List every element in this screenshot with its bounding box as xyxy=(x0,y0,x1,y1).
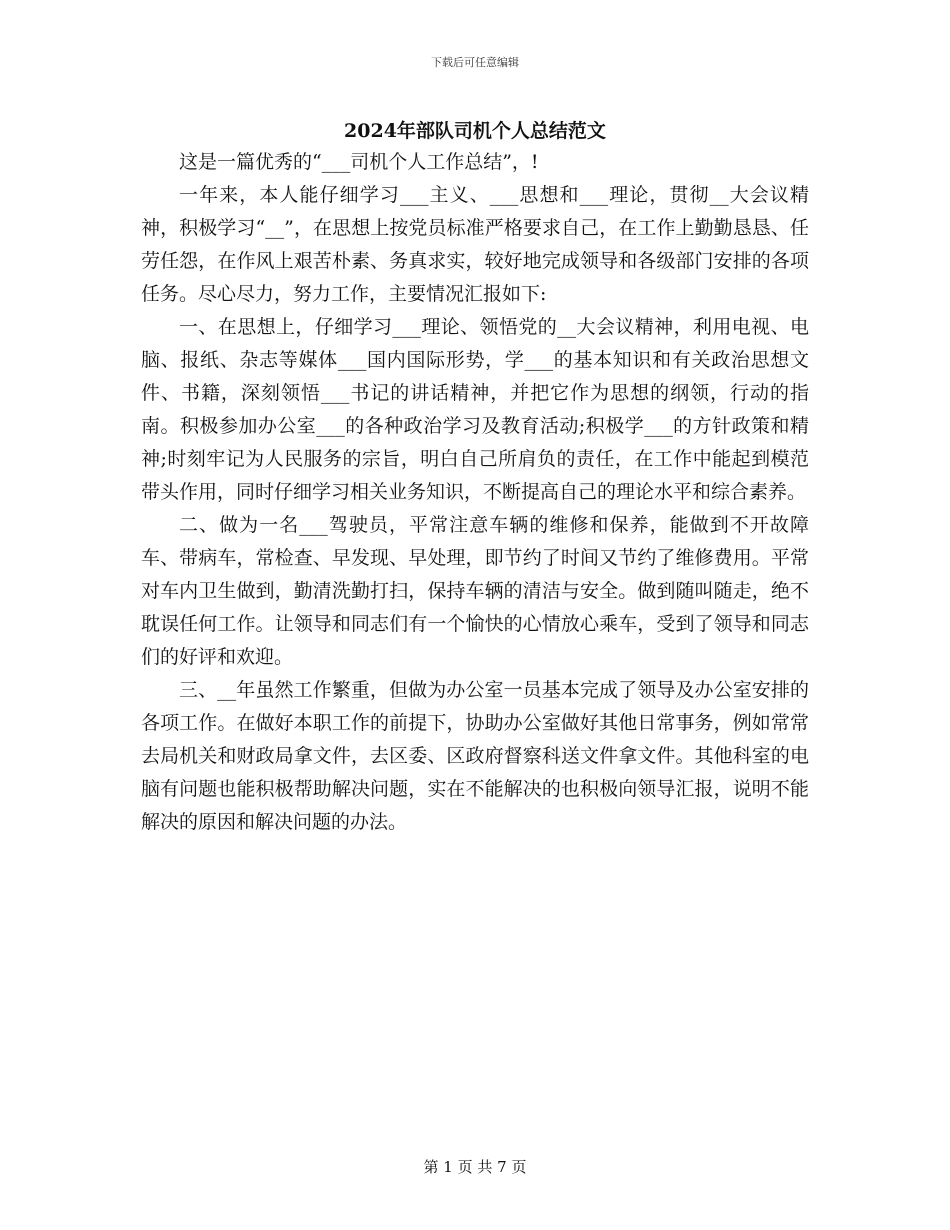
document-title: 2024年部队司机个人总结范文 xyxy=(344,120,606,142)
document-body xyxy=(141,146,809,839)
page-number: 第 1 页 共 7 页 xyxy=(423,1158,527,1176)
paragraph-section-1: 一、在思想上，仔细学习___理论、领悟党的__大会议精神，利用电视、电脑、报纸、杂志等媒体___国内国际形势，学___的基本知识和有关政治思想文件、书籍，深刻领悟___书记的讲话精神，并把它作为思想的纲领，行动的指南。积极参加办公室___的各种政治学习及教育活动;积极学___的方针政策和精神;时刻牢记为人民服务的宗旨，明白自己所肩负的责任，在工作中能起到模范带头作用，同时仔细学习相关业务知识，不断提高自己的理论水平和综合素养。 xyxy=(141,316,809,503)
paragraph-section-3: 三、__年虽然工作繁重，但做为办公室一员基本完成了领导及办公室安排的各项工作。在做好本职工作的前提下，协助办公室做好其他日常事务，例如常常去局机关和财政局拿文件，去区委、区政府督察科送文件拿文件。其他科室的电脑有问题也能积极帮助解决问题，实在不能解决的也积极向领导汇报，说明不能解决的原因和解决问题的办法。 xyxy=(141,679,809,833)
paragraph-intro: 这是一篇优秀的“___司机个人工作总结”，! xyxy=(179,151,539,173)
paragraph-section-2: 二、做为一名___驾驶员，平常注意车辆的维修和保养，能做到不开故障车、带病车，常检查、早发现、早处理，即节约了时间又节约了维修费用。平常对车内卫生做到，勤清洗勤打扫，保持车辆的清洁与安全。做到随叫随走，绝不耽误任何工作。让领导和同志们有一个愉快的心情放心乘车，受到了领导和同志们的好评和欢迎。 xyxy=(141,514,809,668)
paragraph-overview: 一年来，本人能仔细学习___主义、___思想和___理论，贯彻__大会议精神，积极学习“__”，在思想上按党员标准严格要求自己，在工作上勤勤恳恳、任劳任怨，在作风上艰苦朴素、务真求实，较好地完成领导和各级部门安排的各项任务。尽心尽力，努力工作，主要情况汇报如下: xyxy=(141,184,809,305)
page-header-note: 下载后可任意编辑 xyxy=(431,56,519,69)
